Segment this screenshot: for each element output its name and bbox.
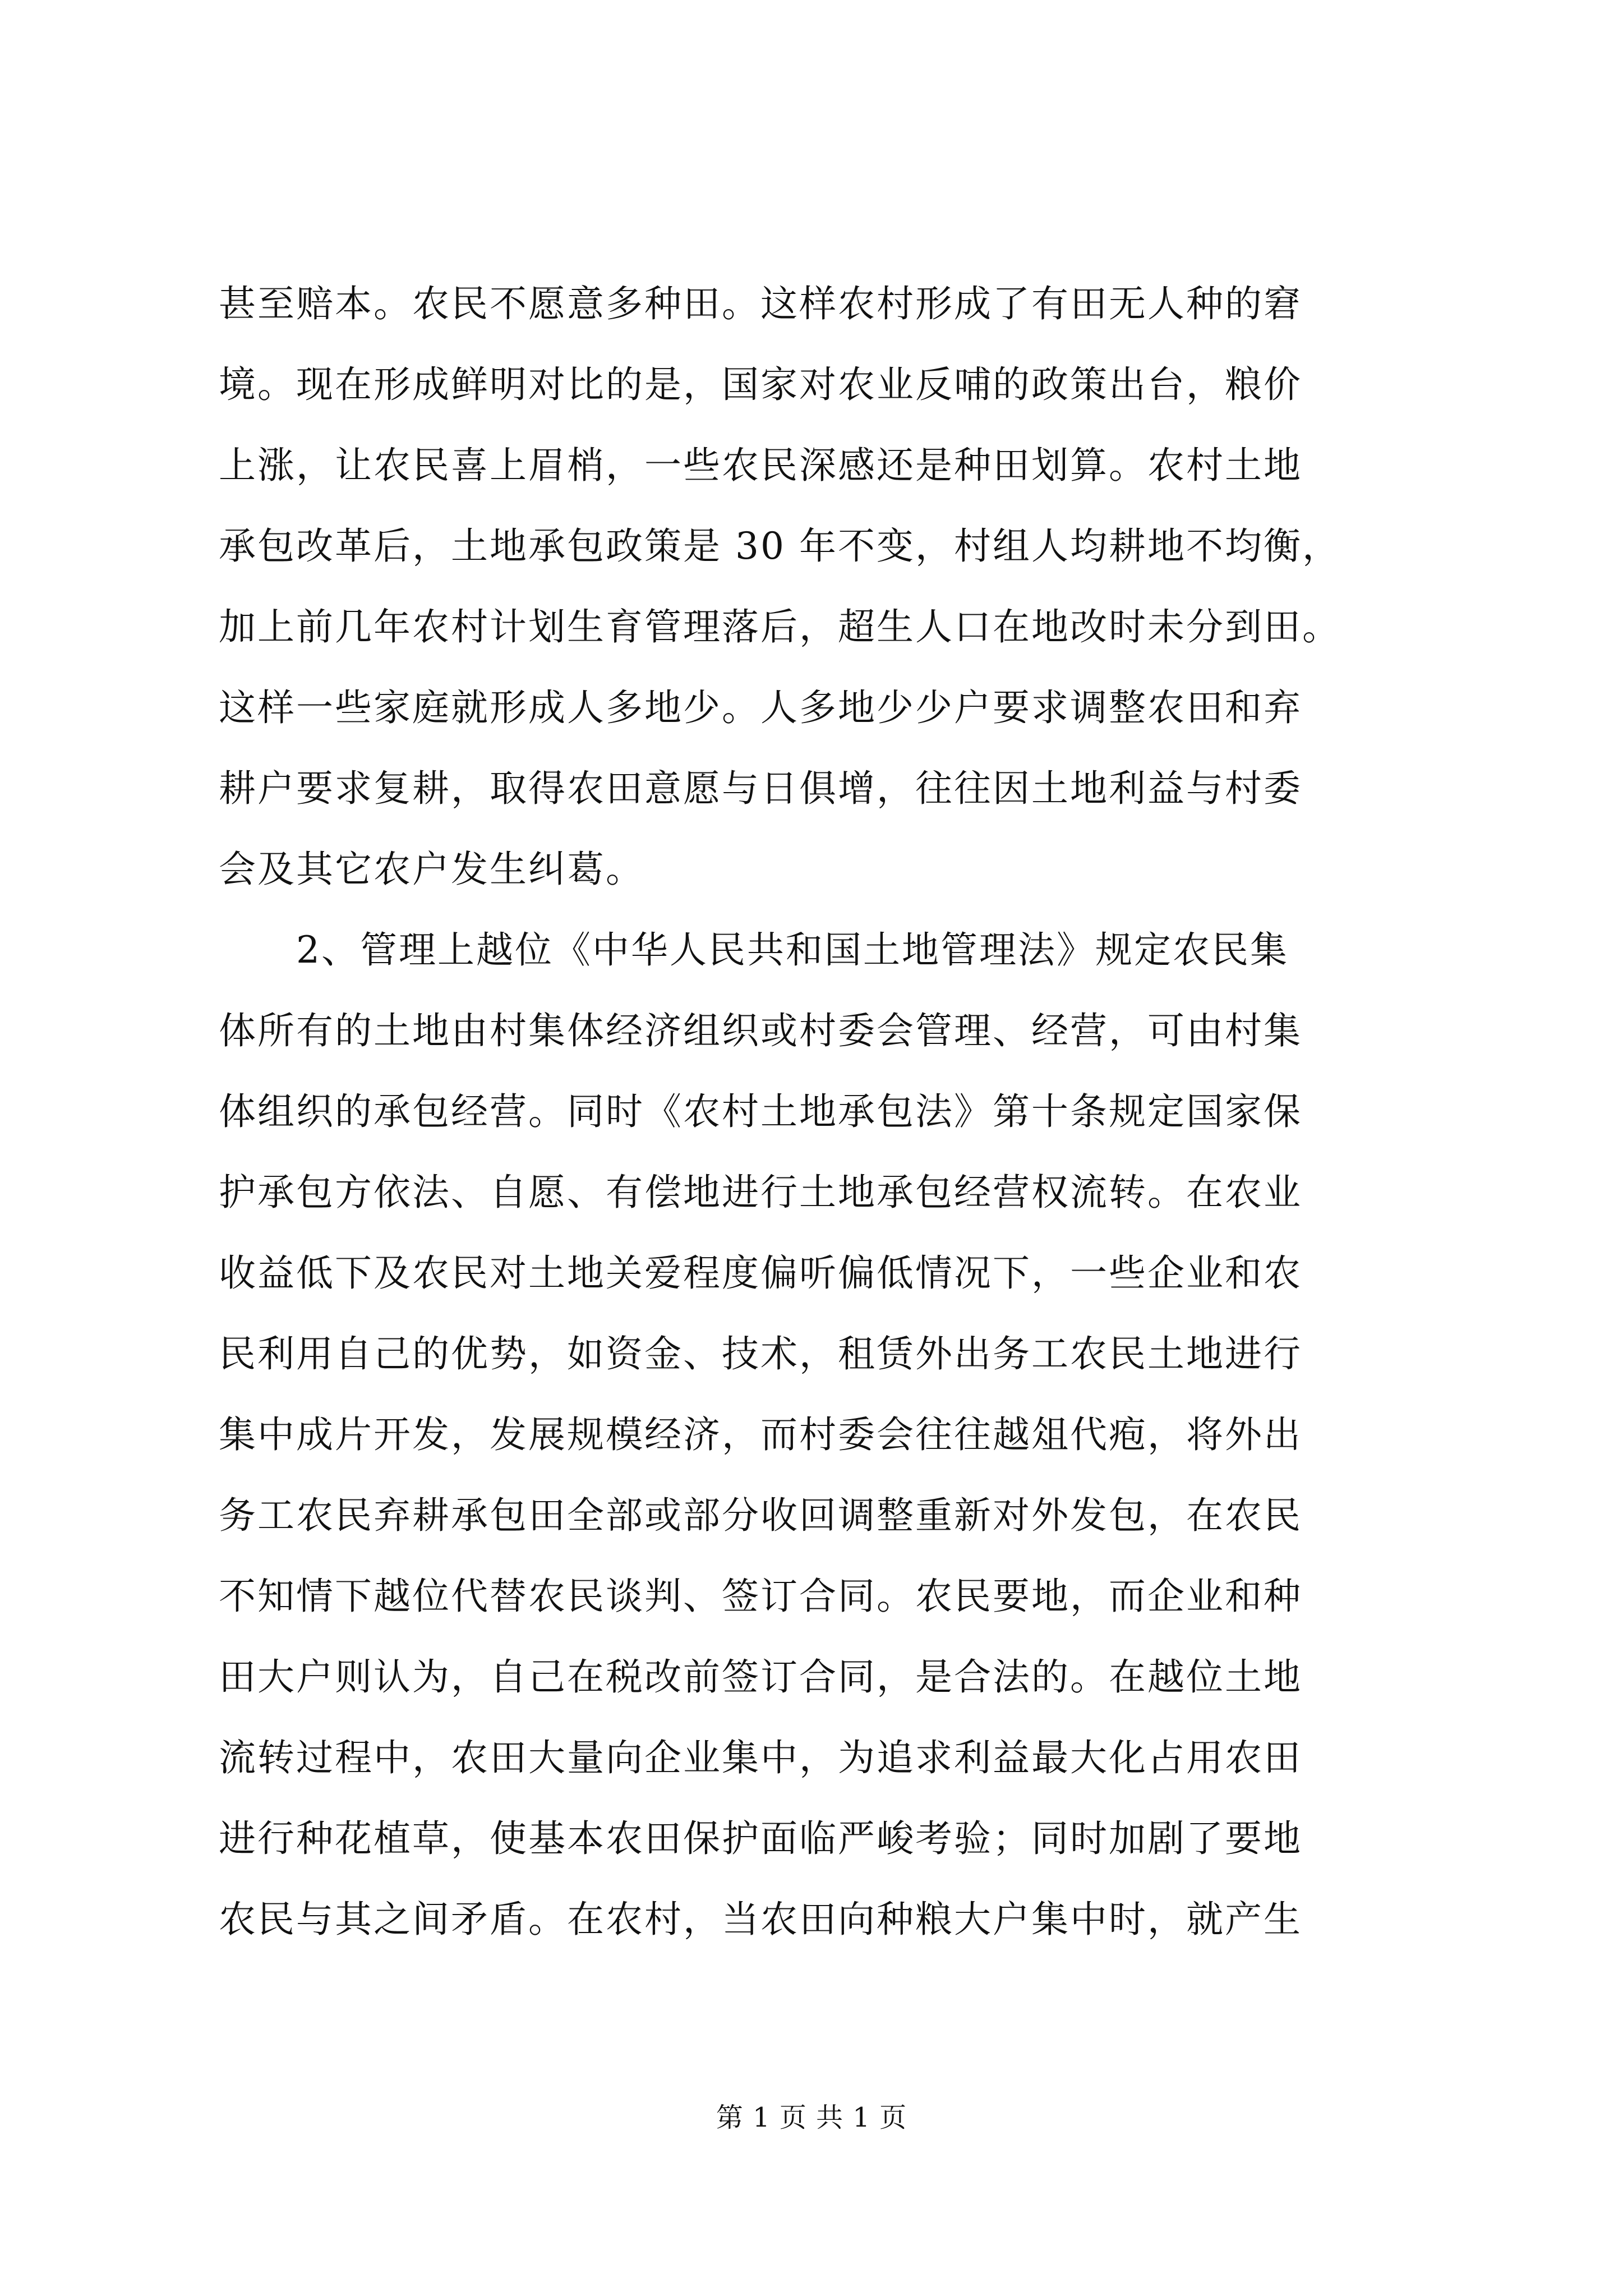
text-line: 田大户则认为，自己在税改前签订合同，是合法的。在越位土地	[219, 1655, 1302, 1699]
page-footer: 第 1 页 共 1 页	[716, 2102, 907, 2133]
text-line: 上涨，让农民喜上眉梢，一些农民深感还是种田划算。农村土地	[219, 444, 1302, 487]
text-line: 民利用自己的优势，如资金、技术，租赁外出务工农民土地进行	[219, 1332, 1302, 1375]
text-line: 护承包方依法、自愿、有偿地进行土地承包经营权流转。在农业	[219, 1171, 1302, 1214]
text-line: 2、管理上越位《中华人民共和国土地管理法》规定农民集	[219, 928, 1289, 972]
text-line: 不知情下越位代替农民谈判、签订合同。农民要地，而企业和种	[219, 1575, 1302, 1618]
text-line: 加上前几年农村计划生育管理落后，超生人口在地改时未分到田。	[219, 605, 1341, 648]
body-text	[219, 264, 1424, 1960]
text-line: 甚至赔本。农民不愿意多种田。这样农村形成了有田无人种的窘	[219, 282, 1302, 325]
text-line: 会及其它农户发生纠葛。	[219, 848, 644, 891]
text-line: 承包改革后，土地承包政策是 30 年不变，村组人均耕地不均衡，	[219, 524, 1341, 568]
text-line: 境。现在形成鲜明对比的是，国家对农业反哺的政策出台，粮价	[219, 363, 1302, 406]
text-line: 集中成片开发，发展规模经济，而村委会往往越俎代疱，将外出	[219, 1413, 1302, 1456]
text-line: 耕户要求复耕，取得农田意愿与日俱增，往往因土地利益与村委	[219, 767, 1302, 810]
text-line: 收益低下及农民对土地关爱程度偏听偏低情况下，一些企业和农	[219, 1251, 1302, 1295]
text-line: 体所有的土地由村集体经济组织或村委会管理、经营，可由村集	[219, 1009, 1302, 1052]
text-line: 务工农民弃耕承包田全部或部分收回调整重新对外发包，在农民	[219, 1494, 1302, 1537]
text-line: 体组织的承包经营。同时《农村土地承包法》第十条规定国家保	[219, 1090, 1302, 1133]
text-line: 进行种花植草，使基本农田保护面临严峻考验；同时加剧了要地	[219, 1817, 1302, 1860]
text-line: 流转过程中，农田大量向企业集中，为追求利益最大化占用农田	[219, 1736, 1302, 1779]
text-line: 这样一些家庭就形成人多地少。人多地少少户要求调整农田和弃	[219, 686, 1302, 729]
text-line: 农民与其之间矛盾。在农村，当农田向种粮大户集中时，就产生	[219, 1898, 1302, 1941]
